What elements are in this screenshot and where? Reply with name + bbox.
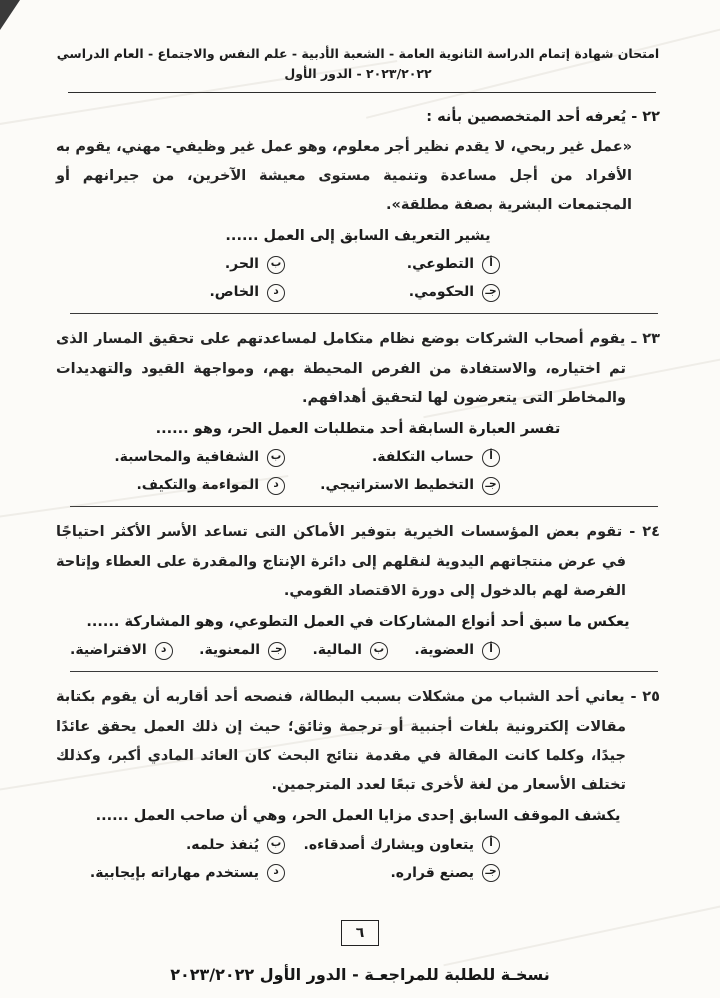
question-separator xyxy=(70,506,658,507)
option-letter-badge: د xyxy=(267,284,285,302)
option-a xyxy=(285,254,500,275)
option-letter-badge: د xyxy=(267,864,285,882)
option-a xyxy=(285,447,500,468)
page-number: ٦ xyxy=(355,925,365,941)
option-label: المعنوية. xyxy=(199,642,261,659)
question-23 xyxy=(56,325,660,496)
option-label: الحر. xyxy=(224,256,259,273)
question-23-options xyxy=(56,447,660,496)
option-b xyxy=(70,835,285,856)
option-label: الحكومي. xyxy=(408,284,474,301)
option-letter-badge: جـ xyxy=(482,284,500,302)
option-label: حساب التكلفة. xyxy=(371,449,474,466)
option-letter-badge: د xyxy=(155,642,173,660)
option-b xyxy=(70,254,285,275)
option-b xyxy=(70,447,285,468)
option-letter-badge: د xyxy=(267,477,285,495)
option-letter-badge: أ xyxy=(482,642,500,660)
option-letter-badge: ب xyxy=(267,256,285,274)
question-25 xyxy=(56,683,660,883)
question-25-body xyxy=(56,683,660,800)
option-letter-badge: ب xyxy=(267,449,285,467)
question-22-body: «عمل غير ربحي، لا يقدم نظير أجر معلوم، وهو عمل غير وظيفي- مهني، يقوم به الأفراد من أجل مساعدة وتنمية مستوى معيشة الآخرين، من جيرانهم أو المجتمعات البشرية بصفة مطلقة». xyxy=(56,138,632,214)
question-25-options xyxy=(56,835,660,884)
option-letter-badge: جـ xyxy=(482,864,500,882)
option-letter-badge: أ xyxy=(482,449,500,467)
option-letter-badge: أ xyxy=(482,836,500,854)
option-d xyxy=(70,475,285,496)
option-label: الشفافية والمحاسبة. xyxy=(114,449,259,466)
question-number: ٢٤ - xyxy=(629,524,660,541)
scan-crease xyxy=(443,896,720,967)
question-25-prompt: يكشف الموقف السابق إحدى مزايا العمل الحر، وهي أن صاحب العمل ...... xyxy=(95,808,621,825)
option-letter-badge: أ xyxy=(482,256,500,274)
question-text: تقوم بعض المؤسسات الخيرية بتوفير الأماكن التى تساعد الأسر الأكثر احتياجًا في عرض منتجاتهم اليدوية لنقلهم إلى دائرة الإنتاج والمقدرة على العطاء وإتاحة الفرصة لهم بالدخول إلى دورة الاقتصاد القومي. xyxy=(56,524,626,599)
option-d xyxy=(70,863,285,884)
page-number-box xyxy=(341,920,379,946)
option-letter-badge: ب xyxy=(370,642,388,660)
option-label: يصنع قراره. xyxy=(390,864,474,881)
option-c xyxy=(285,863,500,884)
option-d xyxy=(70,282,285,303)
option-label: التخطيط الاستراتيجي. xyxy=(320,477,474,494)
exam-header-title: امتحان شهادة إتمام الدراسة الثانوية العامة - الشعبة الأدبية - علم النفس والاجتماع - العام الدراسي ٢٠٢٣/٢٠٢٢ - الدور الأول xyxy=(56,46,660,81)
option-d xyxy=(70,640,173,661)
question-24 xyxy=(56,518,660,661)
option-c xyxy=(199,640,286,661)
option-label: يُنفذ حلمه. xyxy=(185,836,259,853)
question-22-prompt: يشير التعريف السابق إلى العمل ...... xyxy=(225,228,491,245)
option-label: الخاص. xyxy=(209,284,259,301)
option-letter-badge: ب xyxy=(267,836,285,854)
question-22 xyxy=(56,104,660,303)
question-text: يعاني أحد الشباب من مشكلات بسبب البطالة، فنصحه أحد أقاربه أن يقوم بكتابة مقالات إلكترونية بلغات أجنبية أو ترجمة وثائق؛ حيث إن ذلك العمل يحقق عائدًا جيدًا، وكلما كانت المقالة في مقدمة نتائج البحث كان العائد المادي أكبر، وكذلك تختلف الأسعار من لغة لأخرى تبعًا لعدد المترجمين. xyxy=(56,689,626,794)
question-text: يقوم أصحاب الشركات بوضع نظام متكامل لمساعدتهم على تحقيق المسار الذى تم اختياره، والاستفادة من الفرص المحيطة بهم، ومواجهة القيود والتهديدات والمخاطر التى يتعرضون لها لتحقيق أهدافهم. xyxy=(56,331,626,407)
option-a xyxy=(414,640,500,661)
option-label: المواءمة والتكيف. xyxy=(136,477,259,494)
question-intro: يُعرفه أحد المتخصصين بأنه : xyxy=(426,109,627,125)
question-22-heading xyxy=(56,104,660,132)
option-label: يستخدم مهاراته بإيجابية. xyxy=(89,864,259,881)
option-label: العضوية. xyxy=(414,642,474,659)
question-24-options xyxy=(56,640,660,661)
option-a xyxy=(285,835,500,856)
question-separator xyxy=(70,313,658,314)
question-23-prompt: تفسر العبارة السابقة أحد متطلبات العمل الحر، وهو ...... xyxy=(155,421,561,438)
question-24-body xyxy=(56,518,660,606)
option-label: الافتراضية. xyxy=(70,642,147,659)
question-number: ٢٣ ـ xyxy=(631,331,660,348)
option-c xyxy=(285,475,500,496)
option-label: التطوعي. xyxy=(406,256,474,273)
option-c xyxy=(285,282,500,303)
option-b xyxy=(312,640,387,661)
option-label: يتعاون ويشارك أصدقاءه. xyxy=(303,836,474,853)
question-23-body xyxy=(56,325,660,413)
option-letter-badge: جـ xyxy=(482,477,500,495)
option-letter-badge: جـ xyxy=(268,642,286,660)
question-number: ٢٥ - xyxy=(630,689,660,706)
question-24-prompt: يعكس ما سبق أحد أنواع المشاركات في العمل التطوعي، وهو المشاركة ...... xyxy=(86,614,630,631)
question-22-options xyxy=(56,254,660,303)
question-number: ٢٢ - xyxy=(631,109,660,125)
option-label: المالية. xyxy=(312,642,362,659)
footer-note: نسخـة للطلبة للمراجعـة - الدور الأول ٢٠٢٣/٢٠٢٢ xyxy=(170,965,550,984)
scan-corner-artifact xyxy=(0,0,20,30)
question-separator xyxy=(70,671,658,672)
header-rule xyxy=(68,92,656,93)
